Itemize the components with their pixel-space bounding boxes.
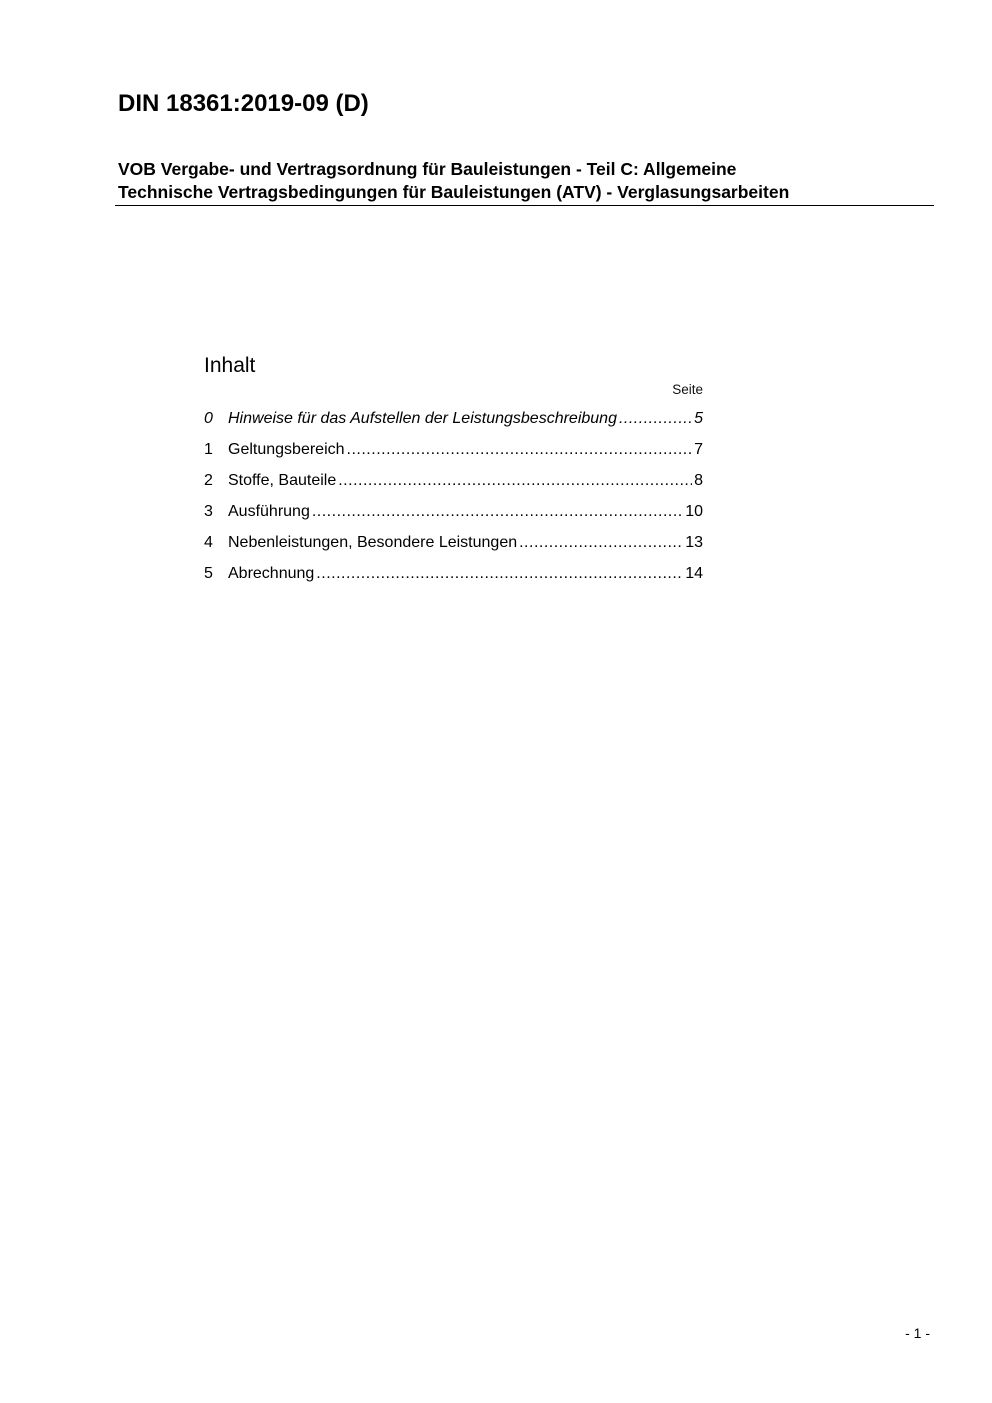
toc-entry-title: Hinweise für das Aufstellen der Leistungsbeschreibung (228, 410, 617, 427)
header-divider (115, 205, 934, 206)
subtitle-line-1: VOB Vergabe- und Vertragsordnung für Bauleistungen - Teil C: Allgemeine (118, 159, 737, 179)
document-subtitle (118, 158, 933, 204)
toc-entry-title: Nebenleistungen, Besondere Leistungen (228, 534, 518, 551)
toc-entry-1[interactable] (204, 434, 703, 465)
toc-entry-page: 8 (694, 472, 703, 489)
page-number: - 1 - (905, 1325, 930, 1341)
toc-entry-number: 2 (204, 472, 213, 489)
toc-entry-number: 3 (204, 503, 213, 520)
toc-dot-leader (312, 496, 683, 527)
toc-entry-number: 0 (204, 410, 213, 427)
toc-entry-page: 13 (685, 534, 703, 551)
toc-entry-title: Geltungsbereich (228, 441, 345, 458)
toc-entry-title: Abrechnung (228, 565, 315, 582)
toc-entry-page: 5 (694, 410, 703, 427)
toc-entry-page: 7 (694, 441, 703, 458)
toc-entry-number: 5 (204, 565, 213, 582)
subtitle-line-2: Technische Vertragsbedingungen für Bauleistungen (ATV) - Verglasungsarbeiten (118, 182, 790, 202)
toc-entry-number: 4 (204, 534, 213, 551)
toc-page-column-label: Seite (672, 382, 703, 397)
toc-heading: Inhalt (204, 354, 256, 377)
toc-entry-4[interactable] (204, 527, 703, 558)
toc-entry-2[interactable] (204, 465, 703, 496)
toc-dot-leader (316, 558, 683, 589)
toc-entry-page: 10 (685, 503, 703, 520)
table-of-contents (204, 352, 703, 589)
toc-dot-leader (519, 527, 683, 558)
toc-entry-title: Ausführung (228, 503, 310, 520)
toc-dot-leader (338, 465, 692, 496)
toc-dot-leader (347, 434, 693, 465)
toc-entry-number: 1 (204, 441, 213, 458)
document-id: DIN 18361:2019-09 (D) (118, 90, 369, 117)
toc-entry-title: Stoffe, Bauteile (228, 472, 337, 489)
toc-dot-leader (619, 403, 692, 434)
toc-entry-0[interactable] (204, 403, 703, 434)
toc-entry-page: 14 (685, 565, 703, 582)
toc-entry-5[interactable] (204, 558, 703, 589)
toc-entry-3[interactable] (204, 496, 703, 527)
